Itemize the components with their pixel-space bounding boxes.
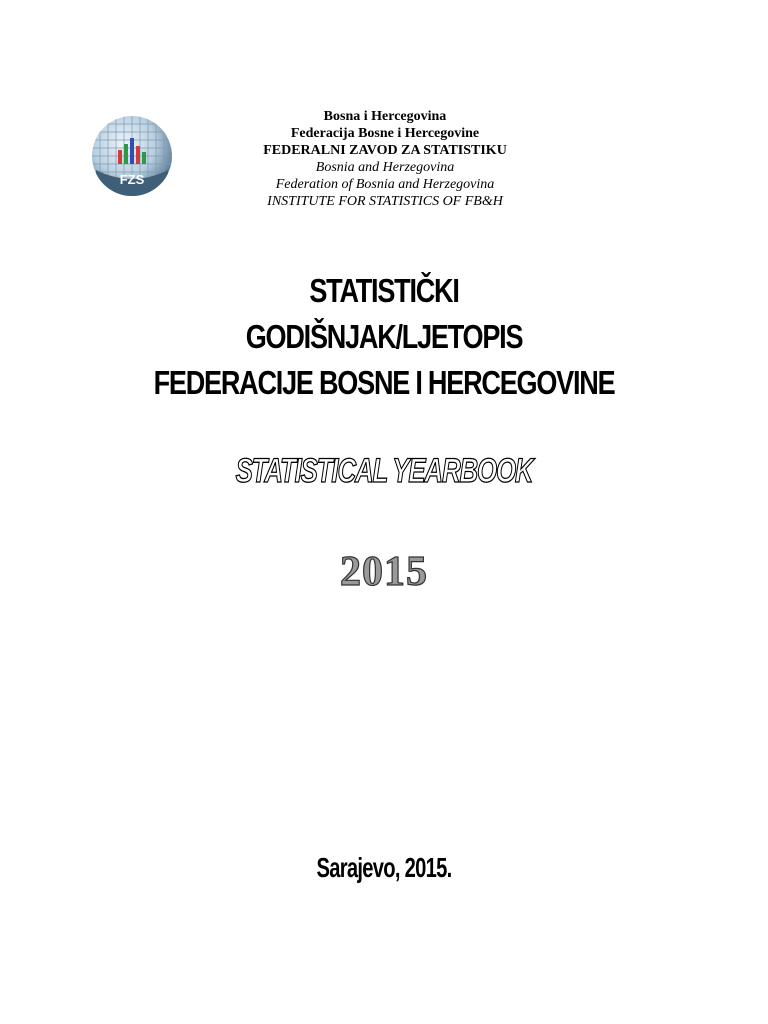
title-line-1: STATISTIČKI <box>309 272 459 309</box>
fzs-globe-logo-icon <box>90 114 174 198</box>
title-line-2: GODIŠNJAK/LJETOPIS <box>245 318 523 355</box>
header-line-federation-en: Federation of Bosnia and Herzegovina <box>275 177 495 192</box>
document-year: 2015 <box>340 549 428 595</box>
document-title <box>69 268 699 406</box>
header-line-country-en: Bosnia and Herzegovina <box>315 160 455 175</box>
header-line-federation-local: Federacija Bosne i Hercegovine <box>290 126 480 141</box>
institution-header <box>200 108 570 210</box>
header-line-country-local: Bosna i Hercegovina <box>323 109 447 124</box>
publication-place-date: Sarajevo, 2015. <box>316 852 452 883</box>
header-line-institute-local: FEDERALNI ZAVOD ZA STATISTIKU <box>263 143 507 158</box>
header-line-institute-en: INSTITUTE FOR STATISTICS OF FB&H <box>267 194 503 209</box>
logo-text: FZS <box>119 172 145 187</box>
title-line-3: FEDERACIJE BOSNE I HERCEGOVINE <box>153 364 615 401</box>
document-subtitle: STATISTICAL YEARBOOK <box>235 452 533 490</box>
fzs-logo <box>90 114 174 198</box>
